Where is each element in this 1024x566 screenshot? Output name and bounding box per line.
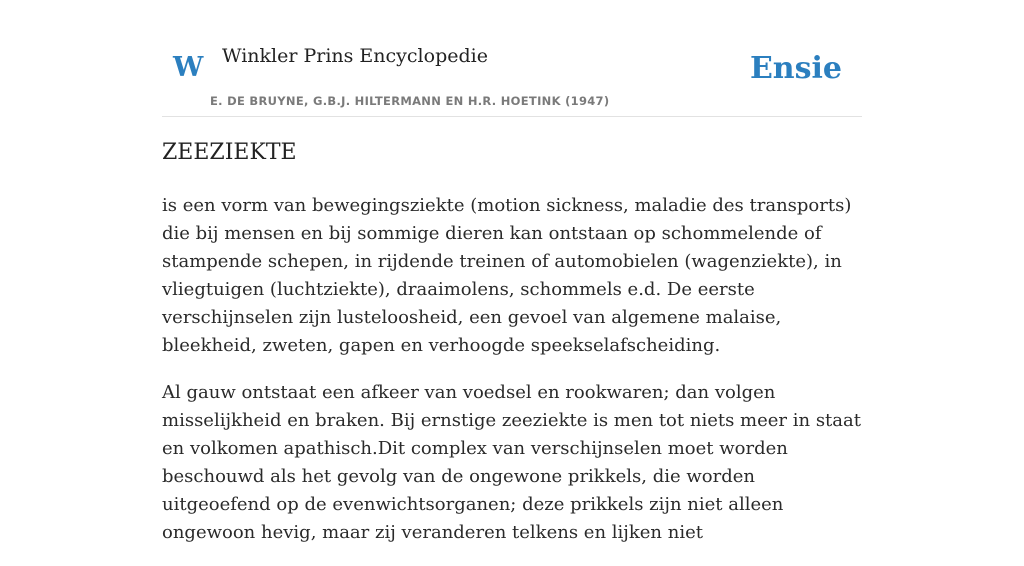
site-header <box>162 0 862 117</box>
paragraph-2: Al gauw ontstaat een afkeer van voedsel en rookwaren; dan volgen misselijkheid en braken. Bij ernstige zeeziekte is men tot niets meer in staat en volkomen apathisch.Dit complex van verschijnselen moet worden beschouwd als het gevolg van de ongewone prikkels, die worden uitgeoefend op de evenwichtsorganen; deze prikkels zijn niet alleen ongewoon hevig, maar zij veranderen telkens en lijken niet <box>162 382 861 543</box>
winkler-prins-logo[interactable]: W <box>173 52 204 83</box>
entry-title: ZEEZIEKTE <box>162 140 297 165</box>
site-title-link[interactable]: Winkler Prins Encyclopedie <box>222 45 488 67</box>
article-body <box>162 192 862 566</box>
ensie-logo-link[interactable]: Ensie <box>749 51 842 86</box>
paragraph-1: is een vorm van bewegingsziekte (motion sickness, maladie des transports) die bij mensen en bij sommige dieren kan ontstaan op schommelende of stampende schepen, in rijdende treinen of automobielen (wagenziekte), in vliegtuigen (luchtziekte), draaimolens, schommels e.d. De eerste verschijnselen zijn lusteloosheid, een gevoel van algemene malaise, bleekheid, zweten, gapen en verhoogde speekselafscheiding. <box>162 195 852 356</box>
authors-line: E. DE BRUYNE, G.B.J. HILTERMANN EN H.R. HOETINK (1947) <box>210 94 610 108</box>
